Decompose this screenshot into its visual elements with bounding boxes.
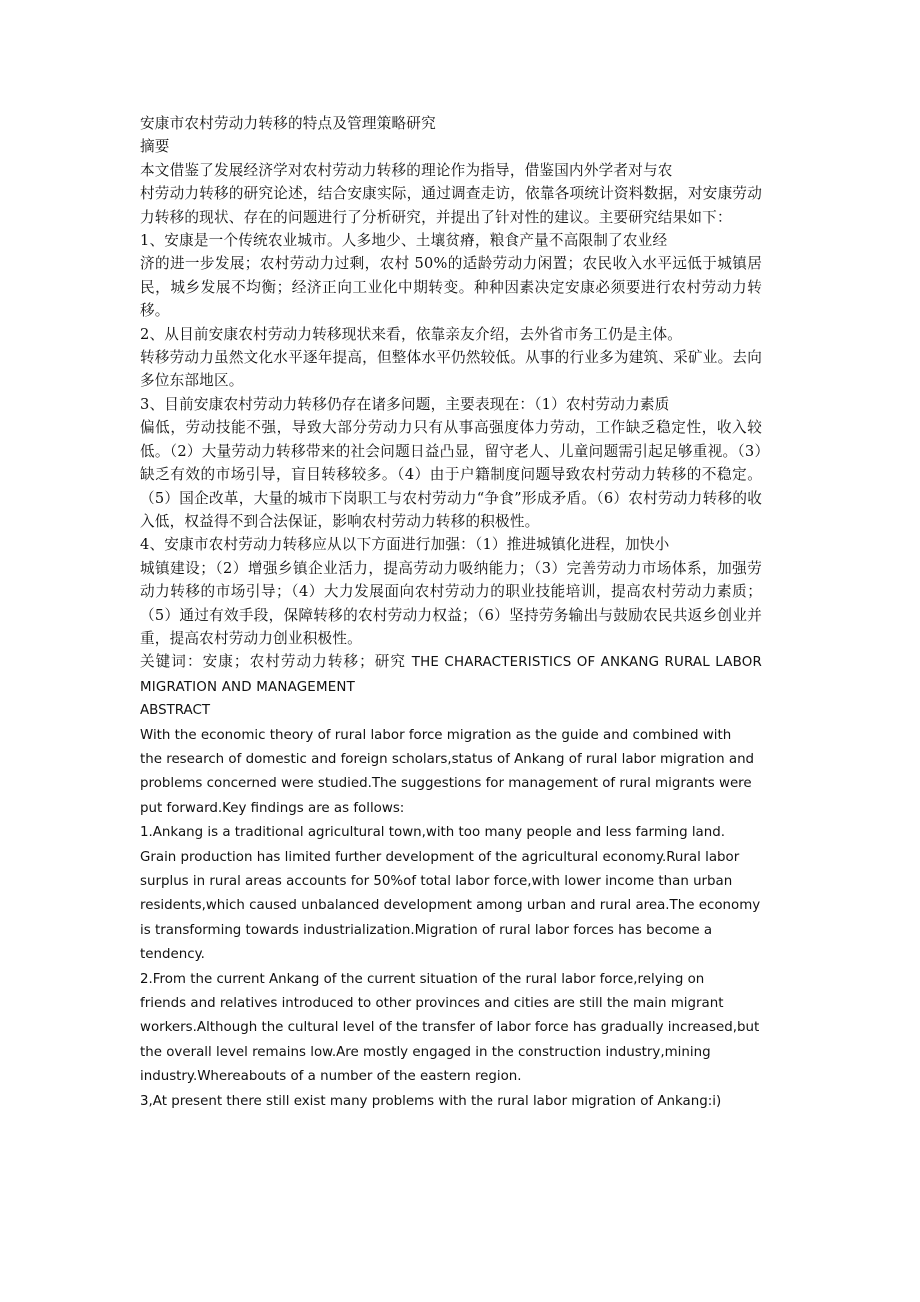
- finding-zh-2-first-line: 2、从目前安康农村劳动力转移现状来看，依靠亲友介绍，去外省市务工仍是主体。: [140, 325, 683, 343]
- finding-zh-2: [140, 323, 762, 393]
- finding-zh-2-rest: 转移劳动力虽然文化水平逐年提高，但整体水平仍然较低。从事的行业多为建筑、采矿业。去向多位东部地区。: [140, 349, 762, 390]
- finding-en-3: [140, 1090, 762, 1114]
- abstract-heading-en: ABSTRACT: [140, 703, 211, 719]
- abstract-heading: 摘要: [140, 138, 170, 156]
- keywords-zh: 关键词：安康；农村劳动力转移；研究: [140, 653, 412, 671]
- abstract-intro-first-line: 本文借鉴了发展经济学对农村劳动力转移的理论作为指导，借鉴国内外学者对与农: [140, 161, 673, 179]
- finding-en-2-first-line: 2.From the current Ankang of the current situation of the rural labor force,relying on: [140, 971, 705, 987]
- finding-zh-3-first-line: 3、目前安康农村劳动力转移仍存在诸多问题，主要表现在：（1）农村劳动力素质: [140, 395, 670, 413]
- finding-zh-1: [140, 229, 762, 323]
- english-title: THE CHARACTERISTICS OF ANKANG RURAL LABOR MIGRATION AND MANAGEMENT: [140, 655, 762, 695]
- finding-en-3-first-line: 3,At present there still exist many problems with the rural labor migration of Ankang:i): [140, 1093, 722, 1109]
- abstract-intro-zh: [140, 159, 762, 229]
- document-title: 安康市农村劳动力转移的特点及管理策略研究: [140, 115, 436, 132]
- finding-zh-4: [140, 533, 762, 650]
- finding-en-2-rest: friends and relatives introduced to other provinces and cities are still the main migrant workers.Although the cultural level of the transfer of labor force has gradually increased,but the overall level remains low.Are mostly engaged in the construction industry,mining industry.Whereabouts of a number of the eastern region.: [140, 996, 760, 1085]
- finding-zh-3-rest: 偏低，劳动技能不强，导致大部分劳动力只有从事高强度体力劳动，工作缺乏稳定性，收入较低。（2）大量劳动力转移带来的社会问题日益凸显，留守老人、儿童问题需引起足够重视。（3）缺乏有效的市场引导，盲目转移较多。（4）由于户籍制度问题导致农村劳动力转移的不稳定。（5）国企改革，大量的城市下岗职工与农村劳动力“争食”形成矛盾。（6）农村劳动力转移的收入低，权益得不到合法保证，影响农村劳动力转移的积极性。: [140, 419, 762, 530]
- finding-zh-4-rest: 城镇建设；（2）增强乡镇企业活力，提高劳动力吸纳能力；（3）完善劳动力市场体系，加强劳动力转移的市场引导；（4）大力发展面向农村劳动力的职业技能培训，提高农村劳动力素质；（5）通过有效手段，保障转移的农村劳动力权益；（6）坚持劳务输出与鼓励农民共返乡创业并重，提高农村劳动力创业积极性。: [140, 559, 762, 647]
- abstract-intro-en: [140, 724, 762, 822]
- document-page: [140, 112, 762, 1114]
- abstract-intro-en-first-line: With the economic theory of rural labor force migration as the guide and combined with: [140, 727, 732, 743]
- keywords-and-english-title: [140, 650, 762, 699]
- finding-zh-3: [140, 393, 762, 533]
- finding-zh-4-first-line: 4、安康市农村劳动力转移应从以下方面进行加强：（1）推进城镇化进程，加快小: [140, 536, 670, 554]
- abstract-intro-rest: 村劳动力转移的研究论述，结合安康实际，通过调查走访，依靠各项统计资料数据，对安康劳动力转移的现状、存在的问题进行了分析研究，并提出了针对性的建议。主要研究结果如下：: [140, 185, 762, 226]
- finding-en-1: [140, 821, 762, 967]
- abstract-intro-en-rest: the research of domestic and foreign scholars,status of Ankang of rural labor migration and problems concerned were studied.The suggestions for management of rural migrants were put forward.Key findings are as follows:: [140, 751, 755, 816]
- finding-en-2: [140, 968, 762, 1090]
- finding-zh-1-first-line: 1、安康是一个传统农业城市。人多地少、土壤贫瘠，粮食产量不高限制了农业经: [140, 232, 668, 250]
- finding-zh-1-rest: 济的进一步发展；农村劳动力过剩，农村 50%的适龄劳动力闲置；农民收入水平远低于城镇居民，城乡发展不均衡；经济正向工业化中期转变。种种因素决定安康必须要进行农村劳动力转移。: [140, 255, 762, 320]
- finding-en-1-first-line: 1.Ankang is a traditional agricultural town,with too many people and less farming land.: [140, 825, 725, 841]
- finding-en-1-rest: Grain production has limited further development of the agricultural economy.Rural labor surplus in rural areas accounts for 50%of total labor force,with lower income than urban residents,which caused unbalanced development among urban and rural area.The economy is transforming towards industrialization.Migration of rural labor forces has become a tendency.: [140, 849, 761, 963]
